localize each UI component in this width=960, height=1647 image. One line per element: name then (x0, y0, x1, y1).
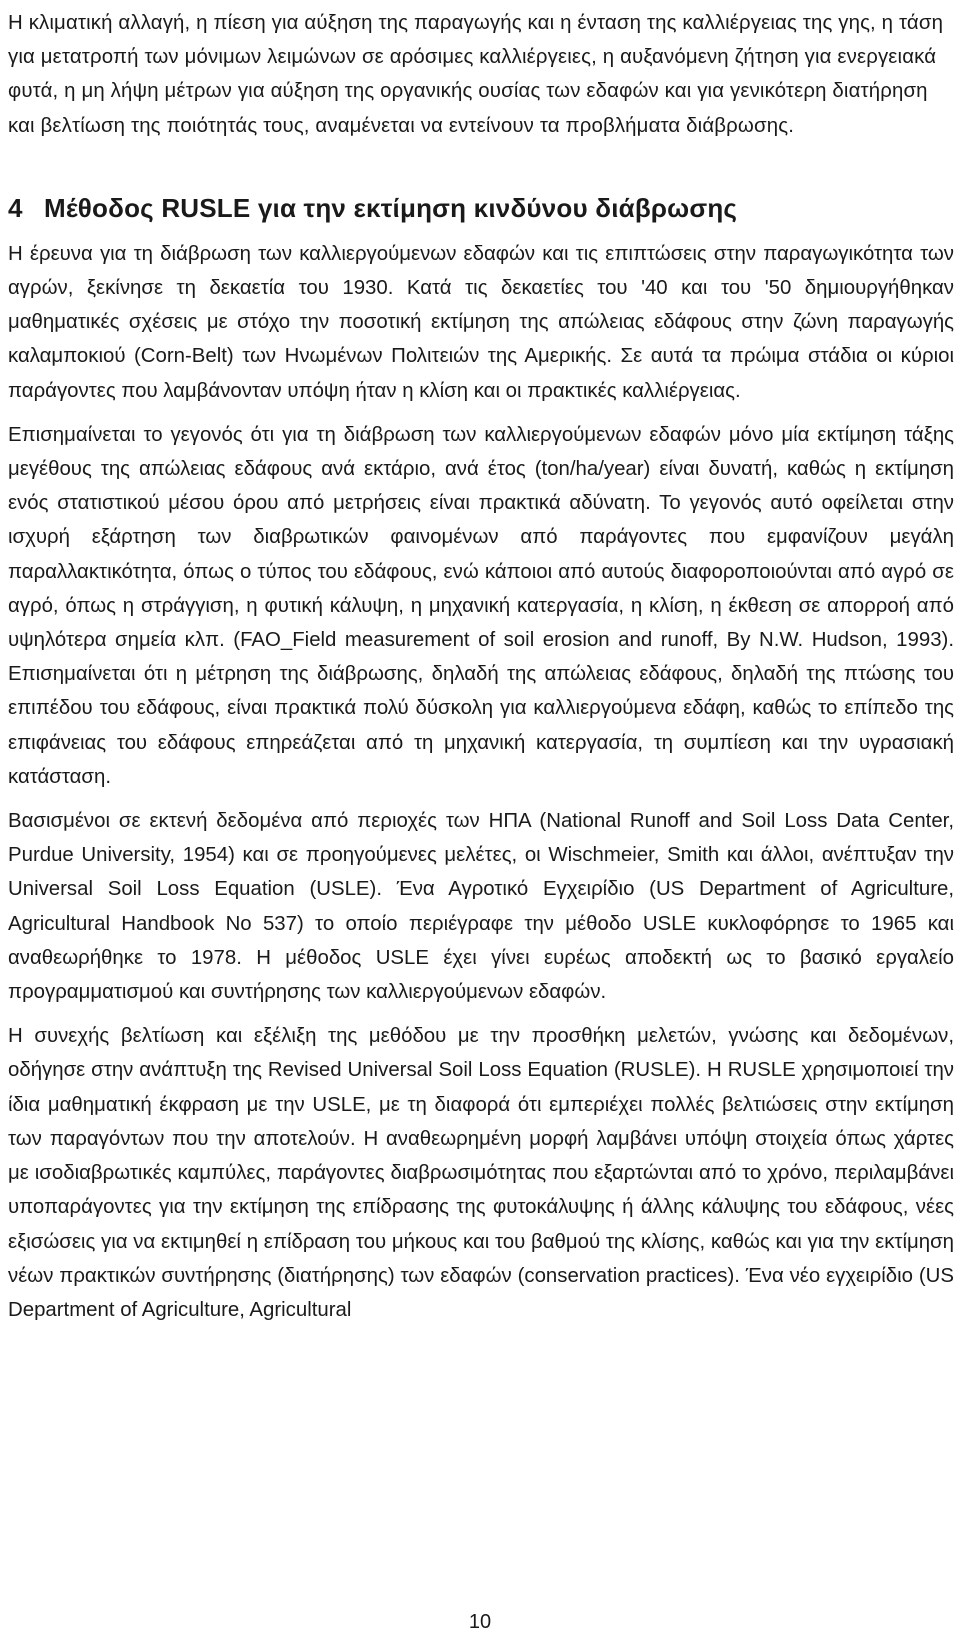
body-paragraph-1: Η έρευνα για τη διάβρωση των καλλιεργούμενων εδαφών και τις επιπτώσεις στην παραγωγικότητα των αγρών, ξεκίνησε τη δεκαετία του 1930. Κατά τις δεκαετίες του '40 και του '50 δημιουργήθηκαν μαθηματικές σχέσεις με στόχο την ποσοτική εκτίμηση της απώλειας εδάφους στην ζώνη παραγωγής καλαμποκιού (Corn-Belt) των Ηνωμένων Πολιτειών της Αμερικής. Σε αυτά τα πρώιμα στάδια οι κύριοι παράγοντες που λαμβάνονταν υπόψη ήταν η κλίση και οι πρακτικές καλλιέργειας. (8, 242, 954, 402)
intro-paragraph: Η κλιματική αλλαγή, η πίεση για αύξηση της παραγωγής και η ένταση της καλλιέργειας της γης, η τάση για μετατροπή των μόνιμων λειμώνων σε αρόσιμες καλλιέργειες, η αυξανόμενη ζήτηση για ενεργειακά φυτά, η μη λήψη μέτρων για αύξηση της οργανικής ουσίας των εδαφών και για γενικότερη διατήρηση και βελτίωση της ποιότητάς τους, αναμένεται να εντείνουν τα προβλήματα διάβρωσης. (8, 12, 944, 137)
section-heading (8, 188, 954, 228)
section-title: Μέθοδος RUSLE για την εκτίμηση κινδύνου διάβρωσης (44, 192, 738, 223)
page-number: 10 (468, 1611, 492, 1633)
body-paragraph-2: Επισημαίνεται το γεγονός ότι για τη διάβρωση των καλλιεργούμενων εδαφών μόνο μία εκτίμηση τάξης μεγέθους της απώλειας εδάφους ανά εκτάριο, ανά έτος (ton/ha/year) είναι δυνατή, καθώς η εκτίμηση ενός στατιστικού μέσου όρου από μετρήσεις είναι πρακτικά αδύνατη. Το γεγονός αυτό οφείλεται στην ισχυρή εξάρτηση των διαβρωτικών φαινομένων από παράγοντες που εμφανίζουν μεγάλη παραλλακτικότητα, όπως ο τύπος του εδάφους, ενώ κάποιοι από αυτούς διαφοροποιούνται από αγρό σε αγρό, όπως η στράγγιση, η φυτική κάλυψη, η μηχανική κατεργασία, η κλίση, η έκθεση σε απορροή από υψηλότερα σημεία κλπ. (FAO_Field measurement of soil erosion and runoff, By N.W. Hudson, 1993). Επισημαίνεται ότι η μέτρηση της διάβρωσης, δηλαδή της απώλειας εδάφους, δηλαδή της πτώσης του επιπέδου του εδάφους, είναι πρακτικά πολύ δύσκολη για καλλιεργούμενα εδάφη, καθώς το επίπεδο της επιφάνειας του εδάφους επηρεάζεται από τη μηχανική κατεργασία, τη συμπίεση και την υγρασιακή κατάσταση. (8, 423, 954, 788)
document-page (8, 6, 954, 1327)
body-paragraph-4: Η συνεχής βελτίωση και εξέλιξη της μεθόδου με την προσθήκη μελετών, γνώσης και δεδομένων, οδήγησε στην ανάπτυξη της Revised Universal Soil Loss Equation (RUSLE). Η RUSLE χρησιμοποιεί την ίδια μαθηματική έκφραση με την USLE, με τη διαφορά ότι εμπεριέχει πολλές βελτιώσεις στην εκτίμηση των παραγόντων που την αποτελούν. Η αναθεωρημένη μορφή λαμβάνει υπόψη στοιχεία όπως χάρτες με ισοδιαβρωτικές καμπύλες, παράγοντες διαβρωσιμότητας που εξαρτώνται από το χρόνο, περιλαμβάνει υποπαράγοντες για την εκτίμηση της επίδρασης της φυτοκάλυψης ή άλλης κάλυψης του εδάφους, νέες εξισώσεις για να εκτιμηθεί η επίδραση του μήκους και του βαθμού της κλίσης, καθώς και για την εκτίμηση νέων πρακτικών συντήρησης (διατήρησης) των εδαφών (conservation practices). Ένα νέο εγχειρίδιο (US Department of Agriculture, Agricultural (8, 1025, 954, 1321)
section-number: 4 (8, 192, 23, 223)
body-paragraph-3: Βασισμένοι σε εκτενή δεδομένα από περιοχές των ΗΠΑ (National Runoff and Soil Loss Data Center, Purdue University, 1954) και σε προηγούμενες μελέτες, οι Wischmeier, Smith και άλλοι, ανέπτυξαν την Universal Soil Loss Equation (USLE). Ένα Αγροτικό Εγχειρίδιο (US Department of Agriculture, Agricultural Handbook No 537) το οποίο περιέγραφε την μέθοδο USLE κυκλοφόρησε το 1965 και αναθεωρήθηκε το 1978. Η μέθοδος USLE έχει γίνει ευρέως αποδεκτή ως το βασικό εργαλείο προγραμματισμού και συντήρησης των καλλιεργούμενων εδαφών. (8, 810, 954, 1004)
